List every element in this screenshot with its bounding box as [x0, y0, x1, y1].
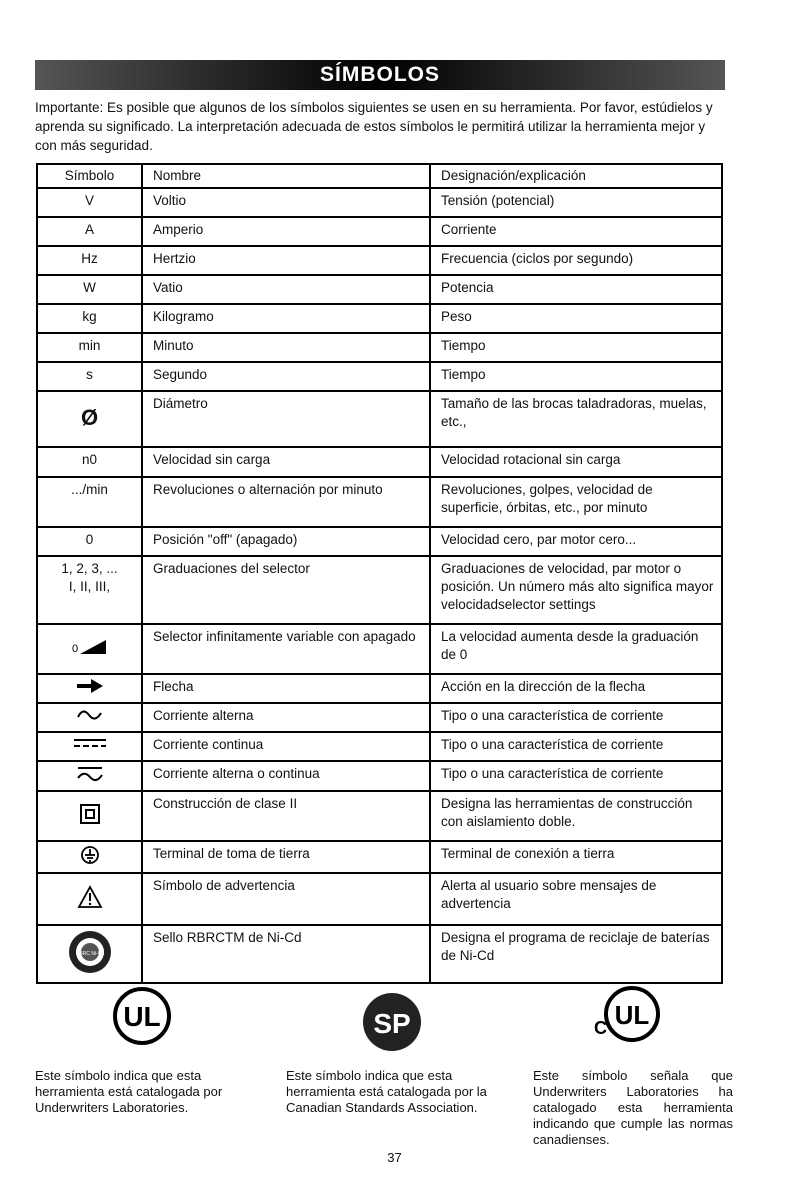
name-cell: Terminal de toma de tierra — [142, 841, 430, 873]
ul-logo-text: UL — [123, 1001, 161, 1032]
table-row — [37, 333, 722, 362]
name-cell: Minuto — [142, 333, 430, 362]
symbols-table — [36, 163, 723, 984]
symbol-cell — [37, 624, 142, 674]
meaning-cell: Revoluciones, golpes, velocidad de superficie, órbitas, etc., por minuto — [430, 477, 722, 527]
svg-text:0: 0 — [71, 643, 78, 655]
table-row — [37, 873, 722, 925]
name-cell: Vatio — [142, 275, 430, 304]
meaning-cell: Tipo o una característica de corriente — [430, 732, 722, 761]
table-row — [37, 761, 722, 791]
meaning-cell: Frecuencia (ciclos por segundo) — [430, 246, 722, 275]
symbol-cell: Hz — [37, 246, 142, 275]
title-banner — [35, 60, 725, 90]
table-row — [37, 362, 722, 391]
meaning-cell: Tiempo — [430, 333, 722, 362]
direct-current-icon — [72, 736, 108, 750]
cul-caption: Este símbolo señala que Underwriters Laboratories ha catalogado esta herramienta indicando que cumple las normas canadienses. — [533, 1068, 733, 1147]
symbol-cell: kg — [37, 304, 142, 333]
table-row — [37, 304, 722, 333]
table-row — [37, 556, 722, 624]
meaning-cell: Velocidad rotacional sin carga — [430, 447, 722, 477]
table-row — [37, 732, 722, 761]
csa-logo-icon — [360, 990, 424, 1054]
page-number: 37 — [387, 1150, 402, 1165]
table-row — [37, 188, 722, 217]
meaning-cell: Designa las herramientas de construcción con aislamiento doble. — [430, 791, 722, 841]
symbol-cell — [37, 925, 142, 983]
name-cell: Amperio — [142, 217, 430, 246]
meaning-cell: La velocidad aumenta desde la graduación de 0 — [430, 624, 722, 674]
arrow-icon — [75, 678, 105, 694]
name-cell: Diámetro — [142, 391, 430, 447]
cul-logo-text: UL — [614, 1000, 650, 1030]
table-row — [37, 624, 722, 674]
header-symbol: Símbolo — [37, 164, 142, 188]
rbrc-seal-label: RBRC Ni-Cd — [75, 951, 104, 957]
diameter-icon: Ø — [80, 405, 99, 430]
symbol-cell: s — [37, 362, 142, 391]
name-cell: Selector infinitamente variable con apagado — [142, 624, 430, 674]
page-title: SÍMBOLOS — [319, 63, 440, 86]
symbol-cell: n0 — [37, 447, 142, 477]
name-cell: Revoluciones o alternación por minuto — [142, 477, 430, 527]
meaning-cell: Acción en la dirección de la flecha — [430, 674, 722, 703]
meaning-cell: Potencia — [430, 275, 722, 304]
ul-logo-icon — [112, 986, 172, 1046]
cul-prefix: C — [594, 1018, 607, 1038]
table-row — [37, 674, 722, 703]
table-row — [37, 217, 722, 246]
ul-logo — [112, 986, 172, 1051]
header-meaning: Designación/explicación — [430, 164, 722, 188]
class-ii-icon — [80, 804, 100, 824]
table-row — [37, 275, 722, 304]
symbol-cell — [37, 674, 142, 703]
meaning-cell: Terminal de conexión a tierra — [430, 841, 722, 873]
meaning-cell: Tipo o una característica de corriente — [430, 703, 722, 732]
meaning-cell: Tensión (potencial) — [430, 188, 722, 217]
name-cell: Símbolo de advertencia — [142, 873, 430, 925]
symbol-cell — [37, 791, 142, 841]
meaning-cell: Velocidad cero, par motor cero... — [430, 527, 722, 556]
meaning-cell: Tipo o una característica de corriente — [430, 761, 722, 791]
name-cell: Flecha — [142, 674, 430, 703]
table-header-row — [37, 164, 722, 188]
meaning-cell: Alerta al usuario sobre mensajes de advertencia — [430, 873, 722, 925]
name-cell: Hertzio — [142, 246, 430, 275]
intro-paragraph: Importante: Es posible que algunos de los símbolos siguientes se usen en su herramienta. Por favor, estúdielos y aprenda su significado. La interpretación adecuada de estos símbolos le permitirá utilizar la herramienta mejor y con más seguridad. — [35, 100, 713, 153]
symbol-cell — [37, 703, 142, 732]
table-row — [37, 925, 722, 983]
symbol-cell: V — [37, 188, 142, 217]
name-cell: Graduaciones del selector — [142, 556, 430, 624]
cul-logo — [590, 984, 660, 1051]
earth-ground-icon — [80, 845, 100, 865]
symbol-cell — [37, 873, 142, 925]
meaning-cell: Tiempo — [430, 362, 722, 391]
table-row — [37, 791, 722, 841]
meaning-cell: Graduaciones de velocidad, par motor o posición. Un número más alto significa mayor velocidadselector settings — [430, 556, 722, 624]
meaning-cell: Corriente — [430, 217, 722, 246]
symbol-cell — [37, 761, 142, 791]
symbol-cell: 0 — [37, 527, 142, 556]
table-row — [37, 391, 722, 447]
symbol-cell — [37, 841, 142, 873]
symbol-cell — [37, 732, 142, 761]
warning-icon — [77, 885, 103, 909]
table-row — [37, 477, 722, 527]
name-cell: Segundo — [142, 362, 430, 391]
symbol-cell: W — [37, 275, 142, 304]
header-name: Nombre — [142, 164, 430, 188]
name-cell: Corriente alterna o continua — [142, 761, 430, 791]
rbrc-seal-icon — [67, 929, 113, 975]
symbol-cell — [37, 391, 142, 447]
name-cell: Kilogramo — [142, 304, 430, 333]
name-cell: Construcción de clase II — [142, 791, 430, 841]
table-row — [37, 447, 722, 477]
meaning-cell: Peso — [430, 304, 722, 333]
table-row — [37, 246, 722, 275]
csa-logo-text: SP — [373, 1008, 411, 1039]
variable-speed-icon — [72, 636, 108, 658]
table-row — [37, 703, 722, 732]
csa-caption: Este símbolo indica que esta herramienta está catalogada por la Canadian Standards Association. — [286, 1068, 487, 1115]
alternating-current-icon — [75, 707, 105, 723]
name-cell: Velocidad sin carga — [142, 447, 430, 477]
ac-dc-icon — [75, 765, 105, 783]
cul-logo-icon — [590, 984, 660, 1046]
csa-logo — [360, 990, 424, 1059]
symbol-cell: A — [37, 217, 142, 246]
meaning-cell: Designa el programa de reciclaje de baterías de Ni-Cd — [430, 925, 722, 983]
name-cell: Posición "off" (apagado) — [142, 527, 430, 556]
name-cell: Corriente alterna — [142, 703, 430, 732]
table-row — [37, 841, 722, 873]
name-cell: Sello RBRCTM de Ni-Cd — [142, 925, 430, 983]
symbol-cell: .../min — [37, 477, 142, 527]
table-row — [37, 527, 722, 556]
symbol-cell: min — [37, 333, 142, 362]
symbol-cell: 1, 2, 3, ... I, II, III, — [37, 556, 142, 624]
ul-caption: Este símbolo indica que esta herramienta está catalogada por Underwriters Laboratories. — [35, 1068, 223, 1115]
meaning-cell: Tamaño de las brocas taladradoras, muelas, etc., — [430, 391, 722, 447]
name-cell: Corriente continua — [142, 732, 430, 761]
name-cell: Voltio — [142, 188, 430, 217]
